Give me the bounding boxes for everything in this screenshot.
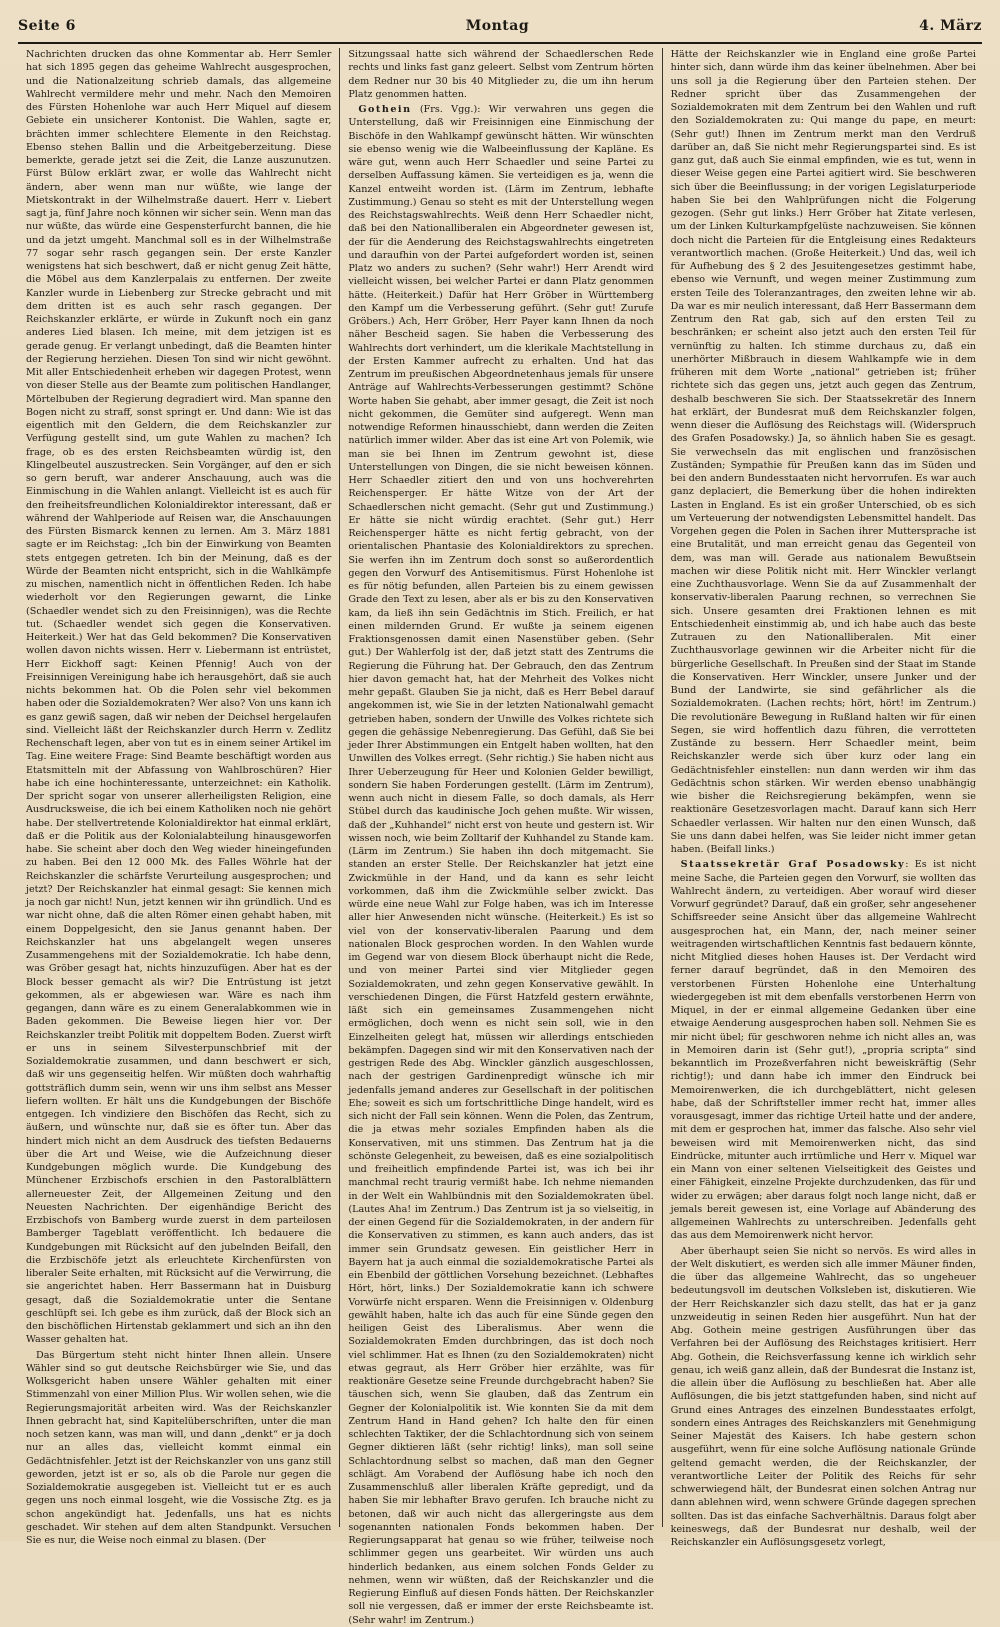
paragraph: Nachrichten drucken das ohne Kommentar ab. Herr Semler hat sich 1895 gegen das geheime Wahlrecht ausgesprochen, und die Nationalzeitung schrieb damals, das allgemeine Wahlrecht vermildere mehr und mehr. Nach den Memoiren des Fürsten Hohenlohe war auch Herr Miquel auf diesem Gebiete ein unsicherer Kontonist. Die Wahlen, sagte er, brächten immer schlechtere Elemente in den Reichstag. Ebenso stehen Ballin und die Arbeitgeberzeitung. Diese bemerkte, gerade jetzt sei die Zeit, die Lanze auszunutzen. Fürst Bülow erklärt zwar, er wolle das Wahlrecht nicht ändern, aber wenn man nur wüßte, wie lange der Mietskontrakt in der Wilhelmstraße dauert. Herr v. Liebert sagt ja, fünf Jahre noch können wir sicher sein. Wenn man das nur wüßte, das würde eine Gespensterfurcht bannen, die hie und da jetzt umgeht. Manchmal soll es in der Wilhelmstraße 77 sogar sehr rasch gegangen sein. Der erste Kanzler wenigstens hat sich beschwert, daß er nicht genug Zeit hätte, die Möbel aus dem Kanzlerpalais zu entfernen. Der zweite Kanzler wurde in Liebenberg zur Strecke gebracht und mit dem dritten ist es auch sehr rasch gegangen. Der Reichskanzler erklärte, er würde in Zukunft noch ein ganz anderes Lied blasen. Ich meine, mit dem jetzigen ist es gerade genug. Er verlangt unbedingt, daß die Beamten hinter der Regierung herziehen. Diesen Ton sind wir nicht gewöhnt. Mit aller Entschiedenheit erheben wir dagegen Protest, wenn von dieser Stelle aus der Beamte zum politischen Handlanger, Mörtelbuben der Regierung degradiert wird. Man spanne den Bogen nicht zu straff, sonst springt er. Und dann: Wie ist das eigentlich mit den Geldern, die dem Reichskanzler zur Verfügung gestellt sind, um gute Wahlen zu machen? Ich frage, ob es des ersten Reichsbeamten würdig ist, den Klingelbeutel auszustrecken. Sein Vorgänger, auf den er sich so gern beruft, war anderer Anschauung, auch was die Einmischung in die Wahlen anlangt. Vielleicht ist es auch für den freiheitsfreundlichen Kolonialdirektor interessant, daß er während der Wahlperiode auf Reisen war, die Anschauungen des Fürsten Bismarck kennen zu lernen. Am 3. März 1881 sagte er im Reichstag: „Ich bin der Einwirkung von Beamten stets entgegen getreten. Ich bin der Meinung, daß es der Würde der Beamten nicht entspricht, sich in die Wahlkämpfe zu mischen, namentlich nicht in öffentlichen Reden. Ich habe wiederholt vor den Regierungen gewarnt, die Linke (Schaedler wendet sich zu den Freisinnigen), was die Rechte tut. (Schaedler wendet sich gegen die Konservativen. Heiterkeit.) Wer hat das Geld bekommen? Die Konservativen wollen davon nichts wissen. Herr v. Liebermann ist entrüstet, Herr Eickhoff sagt: Keinen Pfennig! Auch von der Freisinnigen Vereinigung habe ich herausgehört, daß sie auch nichts bekommen hat. Ob die Polen sehr viel bekommen haben oder die Sozialdemokraten? Wer also? Von uns kann ich es ganz gewiß sagen, daß wir neben der Deichsel hergelaufen sind. Vielleicht läßt der Reichskanzler durch Herrn v. Zedlitz Rechenschaft legen, aber von tut es in einem seiner Artikel im Tag. Eine weitere Frage: Sind Beamte beschäftigt worden aus Etatsmitteln mit der Abfassung von Wahlbroschüren? Hier habe ich eine hochinteressante, unterzeichnet: ein Katholik. Der spricht sogar von unserer allerheiligsten Religion, eine Ausdrucksweise, die ich bei einem Katholiken noch nie gehört habe. Der stellvertretende Kolonialdirektor hat einmal erklärt, daß er die Politik aus der Kolonialabteilung hinausgeworfen habe. Sie scheint aber doch den Weg wieder hineingefunden zu haben. Bei den 12 000 Mk. des Falles Wöhrle hat der Reichskanzler die schärfste Verurteilung ausgesprochen; und jetzt? Der Reichskanzler hat einmal gesagt: Sie kennen mich ja noch gar nicht! Nun, jetzt kennen wir ihn gründlich. Und es war nicht ohne, daß die alten Römer einen gehabt haben, mit einem Doppelgesicht, den sie Janus genannt haben. Der Reichskanzler hat uns abgelangelt wegen unseres Zusammengehens mit der Sozialdemokratie. Ich habe denn, was Gröber gesagt hat, nichts hinzuzufügen. Aber hat es der Block besser gemacht als wir? Die Entrüstung ist jetzt gekommen, als er abgewiesen war. Wäre es nach ihm gegangen, dann wäre es zu einem Generalabkommen wie in Baden gekommen. Die Beweise liegen hier vor. Der Reichskanzler treibt Politik mit doppeltem Boden. Zuerst wirft er uns in seinem Silvesterpunschbrief mit der Sozialdemokratie zusammen, und dann beschwert er sich, daß wir uns gegenseitig helfen. Wir müßten doch wahrhaftig gottsträflich dumm sein, wenn wir uns ihm selbst ans Messer liefern wollten. Er hält uns die Kundgebungen der Bischöfe entgegen. Ich vindiziere den Bischöfen das Recht, sich zu äußern, und wünschte nur, daß sie es öfter tun. Aber das hindert mich nicht an dem Ausdruck des tiefsten Bedauerns über die Art und Weise, wie die Aufzeichnung dieser Kundgebungen möglich wurde. Die Kundgebung des Münchener Erzbischofs erschien in den Pastoralblättern allerneuester Zeit, der Allgemeinen Zeitung und den Neuesten Nachrichten. Der eigenhändige Bericht des Erzbischofs von Bamberg wurde zuerst in dem parteilosen Bamberger Tageblatt veröffentlicht. Ich bedauere die Kundgebungen mit Rücksicht auf den jubelnden Beifall, den die Erzbischöfe jetzt als erleuchtete Kirchenfürsten von liberaler Seite erhalten, mit Rücksicht auf die Verwirrung, die sie angerichtet haben. Herr Bassermann hat in Duisburg gesagt, daß die Sozialdemokratie unter die Sentane geschlüpft sei. Ich gebe es ihm zurück, daß der Block sich an den bischöflichen Hirtenstab geklammert und sich an ihn den Wasser gehalten hat. <box>26 49 332 1346</box>
column-2 <box>339 48 661 1626</box>
page-header <box>18 10 982 44</box>
paragraph: Sitzungssaal hatte sich während der Schaedlerschen Rede rechts und links fast ganz geleert. Selbst vom Zentrum hörten dem Redner nur 30 bis 40 Mitglieder zu, die um ihn herum Platz genommen hatten. <box>348 49 654 100</box>
weekday: Montag <box>465 18 530 34</box>
speaker-name: Staatssekretär Graf Posadowsky <box>680 859 906 871</box>
issue-date: 4. März <box>919 18 982 34</box>
speaker-name: Gothein <box>358 104 412 115</box>
speech-text: (Frs. Vgg.): Wir verwahren uns gegen die Unterstellung, daß wir Freisinnigen eine Einmischung der Bischöfe in den Wahlkampf gewünscht hätten. Wir wünschten sie ebenso wenig wie die Walbeeinflussung der Kapläne. Es wäre gut, wenn auch Herr Schaedler und seine Partei zu derselben Auffassung kämen. Sie verteidigen es ja, wenn die Kanzel entweiht worden ist. (Lärm im Zentrum, lebhafte Zustimmung.) Genau so steht es mit der Unterstellung wegen des Reichstagswahlrechts. Weiß denn Herr Schaedler nicht, daß bei den Nationalliberalen ein Abgeordneter gewesen ist, der für die Aenderung des Reichstagswahlrechts eingetreten und daraufhin von der Partei aufgefordert worden ist, seinen Platz wo anders zu suchen? (Sehr wahr!) Herr Arendt wird vielleicht wissen, bei welcher Partei er dann Platz genommen hätte. (Heiterkeit.) Dafür hat Herr Gröber in Württemberg den Kampf um die Verbesserung geführt. (Sehr gut! Zurufe Gröbers.) Ach, Herr Gröber, Herr Payer kann Ihnen da noch näher Bescheid sagen. Sie haben die Verbesserung des Wahlrechts dort verhindert, um die klerikale Machtstellung in der Ersten Kammer aufrecht zu erhalten. Und hat das Zentrum im preußischen Abgeordnetenhaus jemals für unsere Anträge auf Wahlrechts-Verbesserungen gestimmt? Schöne Worte haben Sie gehabt, aber immer gesagt, die Zeit ist noch nicht gekommen, die Gemüter sind aufgeregt. Wenn man notwendige Reformen hinausschiebt, dann werden die Zeiten natürlich immer wilder. Aber das ist eine Art von Polemik, wie man sie bei Ihnen im Zentrum gewohnt ist, diese Unterstellungen von Dingen, die sie nicht beweisen können. Herr Schaedler zitiert den und von uns hochverehrten Reichensperger. Er hätte Witze von der Art der Schaedlerschen nicht gemacht. (Sehr gut und Zustimmung.) Er hätte sie nicht würdig erachtet. (Sehr gut.) Herr Reichensperger hätte es nicht fertig gebracht, von der orientalischen Phantasie des Kolonialdirektors zu sprechen. Sie werfen ihn im Zentrum doch sonst so außerordentlich gegen den Vorwurf des Antisemitismus. Fürst Hohenlohe ist es für nötig befunden, allen Parteien bis zu einem gewissen Grade den Text zu lesen, aber als er bis zu den Konservativen kam, da ließ ihn sein Gedächtnis im Stich. Freilich, er hat einen mildernden Grund. Er wußte ja seinem eigenen Fraktionsgenossen damit einen Nasenstüber geben. (Sehr gut.) Der Wahlerfolg ist der, daß jetzt statt des Zentrums die Regierung die Führung hat. Der Gebrauch, den das Zentrum hier davon gemacht hat, hat der Mehrheit des Volkes nicht mehr gepaßt. Glauben Sie ja nicht, daß es Herr Bebel darauf angekommen ist, wie Sie in der letzten Nationalwahl gemacht getrieben haben, sondern der Unwille des Volkes richtete sich gegen die gehässige Nebenregierung. Das Gefühl, daß Sie bei jeder Ihrer Abstimmungen ein Entgelt haben wollten, hat den Unwillen des Volkes erregt. (Sehr richtig.) Sie haben nicht aus Ihrer Ueberzeugung für Heer und Kolonien Gelder bewilligt, sondern Sie haben Forderungen gestellt. (Lärm im Zentrum), wenn auch nicht in diesem Falle, so doch damals, als Herr Stübel durch das kaudinische Joch gehen mußte. Wir wissen, daß der „Kuhhandel“ nicht erst von heute und gestern ist. Wir wissen noch, wie beim Zolltarif der Kuhhandel zu Stande kam. (Lärm im Zentrum.) Sie haben ihn doch mitgemacht. Sie standen an erster Stelle. Der Reichskanzler hat jetzt eine Zwickmühle in der Hand, und da kann es sehr leicht vorkommen, daß ihm die Zwickmühle selber zwickt. Das würde eine neue Wahl zur Folge haben, was ich im Interesse aller hier Anwesenden nicht wünsche. (Heiterkeit.) Es ist so viel von der konservativ-liberalen Paarung und dem nationalen Block gesprochen worden. In den Wahlen wurde im Gegend war von diesem Block überhaupt nicht die Rede, und von meiner Partei sind vier Mitglieder gegen Sozialdemokraten, und zehn gegen Konservative gewählt. In verschiedenen Dingen, die Fürst Hatzfeld gestern erwähnte, läßt sich ein gemeinsames Zusammengehen nicht ermöglichen, doch wenn es nicht sein soll, wie in den Einzelheiten gelegt hat, müssen wir allerdings entschieden bekämpfen. Dagegen sind wir mit den Konservativen nach der gestrigen Rede des Abg. Winckler gänzlich ausgeschlossen, nach der gestrigen Gardinenpredigt wünsche ich mir jedenfalls jemand anderes zur Gesellschaft in der politischen Ehe; soweit es sich um fortschrittliche Dinge handelt, wird es sich nicht der Fall sein können. Wenn die Polen, das Zentrum, die ja etwas mehr soziales Empfinden haben als die Konservativen, mit uns stimmen. Das Zentrum hat ja die schönste Gelegenheit, zu beweisen, daß es eine sozialpolitisch und freiheitlich empfindende Partei ist, was ich bei ihr manchmal recht traurig vermißt habe. Ich nehme niemanden in der Welt ein Wahlbündnis mit den Sozialdemokraten übel. (Lautes Aha! im Zentrum.) Das Zentrum ist ja so vielseitig, in der einen Gegend für die Sozialdemokraten, in der andern für die Konservativen zu stimmen, es kann auch anders, das ist immer sein Grundsatz gewesen. Ein geistlicher Herr in Bayern hat ja auch einmal die sozialdemokratische Partei als ein Ebenbild der göttlichen Vorsehung bezeichnet. (Lebhaftes Hört, hört, links.) Der Sozialdemokratie kann ich schwere Vorwürfe nicht ersparen. Wenn die Freisinnigen v. Oldenburg gewählt haben, halte ich das auch für eine Sünde gegen den heiligen Geist des Liberalismus. Aber wenn die Sozialdemokraten Emden durchbringen, das ist doch noch viel schlimmer. Hat es Ihnen (zu den Sozialdemokraten) nicht etwas gegraut, als Herr Gröber hier erzählte, was für reaktionäre Gesetze seine Freunde durchgebracht haben? Sie täuschen sich, wenn Sie glauben, daß das Zentrum ein Gegner der Kolonialpolitik ist. Wie konnten Sie da mit dem Zentrum Hand in Hand gehen? Ich halte den für einen schlechten Taktiker, der die Schlachtordnung sich von seinem Gegner diktieren läßt (sehr richtig! links), man soll seine Schlachtordnung selbst so machen, daß man den Gegner schlägt. Am Vorabend der Auflösung habe ich noch den Zusammenschluß aller liberalen Kräfte gepredigt, und da haben Sie mir lebhafter Bravo gerufen. Ich brauche nicht zu betonen, daß wir auch nicht das allergeringste aus dem sogenannten nationalen Fonds bekommen haben. Der Regierungsapparat hat genau so wie früher, teilweise noch schlimmer gegen uns gearbeitet. Wir würden uns auch hinderlich bedanken, aus einem solchen Fonds Gelder zu nehmen, wenn wir wüßten, daß der Reichskanzler und die Regierung Einfluß auf diesen Fonds hätten. Der Reichskanzler soll nie vergessen, daß er immer der erste Reichsbeamte ist. (Sehr wahr! im Zentrum.) <box>348 104 654 1626</box>
column-1 <box>18 48 339 1546</box>
paragraph <box>671 858 976 1242</box>
page-number: Seite 6 <box>18 18 76 34</box>
paragraph: Aber überhaupt seien Sie nicht so nervös. Es wird alles in der Welt diskutiert, es werden sich alle immer Mäuner finden, die über das allgemeine Wahlrecht, das so ungeheuer bedeutungsvoll im deutschen Volksleben ist, diskutieren. Wie der Herr Reichskanzler sich dazu stellt, das hat er ja ganz unzweideutig in seinen Reden hier ausgeführt. Nun hat der Abg. Gothein meine gestrigen Ausführungen über das Verfahren bei der Auflösung des Reichstages kritisiert. Herr Abg. Gothein, die Reichsverfassung kenne ich wirklich sehr genau, ich weiß ganz allein, daß der Bundesrat die Instanz ist, die allein über die Auflösung zu beschließen hat. Aber alle Auflösungen, die bis jetzt stattgefunden haben, sind nicht auf Grund eines Antrages des einzelnen Bundesstaates erfolgt, sondern eines Antrages des Reichskanzlers mit Genehmigung Seiner Majestät des Kaisers. Ich habe gestern schon ausgeführt, wenn für eine solche Auflösung nationale Gründe geltend gemacht werden, die der Reichskanzler, der verantwortliche Leiter der Politik des Reichs für sehr schwerwiegend hält, der Bundesrat einen solchen Antrag nur dann ablehnen wird, wenn schwere Gründe dagegen sprechen sollten. Das ist das einfache Sachverhältnis. Daraus folgt aber keineswegs, daß der Bundesrat nur deshalb, weil der Reichskanzler ein Auflösungsgesetz vorlegt, <box>670 1245 976 1548</box>
column-3 <box>662 48 984 1548</box>
paragraph: Hätte der Reichskanzler wie in England eine große Partei hinter sich, dann würde ihm das keiner übelnehmen. Aber bei uns soll ja die Regierung über den Parteien stehen. Der Redner spricht über das Zusammengehen der Sozialdemokraten mit dem Zentrum bei den Wahlen und ruft den Sozialdemokraten zu: Qui mange du pape, en meurt: (Sehr gut!) Ihnen im Zentrum merkt man den Verdruß darüber an, daß Sie nicht mehr Regierungspartei sind. Es ist ganz gut, daß auch Sie einmal empfinden, wie es tut, wenn in dieser Weise gegen eine Partei agitiert wird. Sie beschweren sich über die Beeinflussung; in der vorigen Legislaturperiode haben Sie bei den Wahlprüfungen nicht die Folgerung gezogen. (Sehr gut links.) Herr Gröber hat Zitate verlesen, um der Linken Kulturkampfgelüste nachzuweisen. Sie können doch nicht die Parteien für die Entgleisung eines Redakteurs verantwortlich machen. (Große Heiterkeit.) Und das, weil ich für Aufhebung des § 2 des Jesuitengesetzes gestimmt habe, ebenso wie Vernunft, und wegen meiner Zustimmung zum ersten Teile des Toleranzantrages, den zweiten lehne wir ab. Da war es mir neulich interessant, daß Herr Bassermann dem Zentrum den Rat gab, sich auf den ersten Teil zu beschränken; er scheint also jetzt auch den ersten Teil für vernünftig zu halten. Ich stimme durchaus zu, daß ein unerhörter Mißbrauch in diesem Wahlkampfe wie in dem früheren mit dem Worte „national“ getrieben ist; früher richtete sich das gegen uns, jetzt auch gegen das Zentrum, deshalb beschweren Sie sich. Der Staatssekretär des Innern hat erklärt, der Bundesrat muß dem Reichskanzler folgen, wenn dieser die Auflösung des Reichstags will. (Widerspruch des Grafen Posadowsky.) Ja, so ähnlich haben Sie es gesagt. Sie verwechseln das mit englischen und französischen Zuständen; Sympathie für Preußen kann das im Süden und bei den andern Bundesstaaten nicht hervorrufen. Es war auch ganz deplaciert, die Bemerkung über die hohen indirekten Lasten in England. Es ist ein großer Unterschied, ob es sich um Verteuerung der notwendigsten Lebensmittel handelt. Das Vorgehen gegen die Polen in Sachen ihrer Muttersprache ist eine Brutalität, und man erreicht genau das Gegenteil von dem, was man will. Gerade aus nationalem Bewußtsein machen wir diese Politik nicht mit. Herr Winckler verlangt eine Zuchthausvorlage. Wenn Sie da auf Zusammenhalt der konservativ-liberalen Paarung rechnen, so verrechnen Sie sich. Unsere gesamten drei Fraktionen lehnen es mit Entschiedenheit einstimmig ab, und ich habe auch das beste Zutrauen zu den Nationalliberalen. Mit einer Zuchthausvorlage gewinnen wir die Arbeiter nicht für die bürgerliche Gesellschaft. In Preußen sind der Staat im Stande die Konservativen. Herr Winckler, unsere Junker und der Bund der Landwirte, sie sind gefährlicher als die Sozialdemokraten. (Lachen rechts; hört, hört! im Zentrum.) Die revolutionäre Bewegung in Rußland halten wir für einen Segen, sie wird hoffentlich dazu führen, die verrotteten Zustände zu bessern. Herr Schaedler meint, beim Reichskanzler werde sich über kurz oder lang ein Gedächtnisfehler einstellen: nun dann werden wir ihm das Gedächtnis schon stärken. Wir werden ebenso unabhängig wie bisher die Reichsregierung bekämpfen, wenn sie reaktionäre Gesetzesvorlagen macht. Darauf kann sich Herr Schaedler verlassen. Wir halten nur den einen Wunsch, daß Sie uns dann dabei helfen, was Sie leider nicht immer getan haben. (Beifall links.) <box>670 49 976 855</box>
text-columns <box>18 48 984 1626</box>
paragraph <box>348 103 653 1627</box>
paragraph: Das Bürgertum steht nicht hinter Ihnen allein. Unsere Wähler sind so gut deutsche Reichsbürger wie Sie, und das Wolksgericht haben unsere Wähler gehalten mit einer Stimmenzahl von einer Million Plus. Wir wollen sehen, wie die Regierungsmajorität arbeiten wird. Was der Reichskanzler Ihnen gebracht hat, sind Kapitelüberschriften, unter die man noch setzen kann, was man will, und dann „denkt“ er ja doch nur an alles das, vielleicht kommt einmal ein Gedächtnisfehler. Jetzt ist der Reichskanzler von uns ganz still geworden, jetzt ist er so, als ob die Parole nur gegen die Sozialdemokratie ausgegeben ist. Vielleicht tut er es auch gegen uns noch einmal losgeht, wie die Vossische Ztg. es ja schon angekündigt hat. Jedenfalls, uns hat es nichts geschadet. Wir stehen auf dem alten Standpunkt. Versuchen Sie es nur, die Weise noch einmal zu blasen. (Der <box>26 1349 332 1546</box>
speech-text: : Es ist nicht meine Sache, die Parteien gegen den Vorwurf, sie wollten das Wahlrecht ändern, zu verteidigen. Aber worauf wird dieser Vorwurf gegründet? Darauf, daß ein großer, sehr angesehener Schiffsreeder seine Ansicht über das allgemeine Wahlrecht ausgesprochen hat, ein Mann, der, nach meiner seiner weitragenden wirtschaftlichen Kenntnis fast bedauern könnte, nicht Mitglied dieses hohen Hauses ist. Der Verdacht wird ferner darauf begründet, daß in den Memoiren des verstorbenen Fürsten Hohenlohe eine Unterhaltung wiedergegeben ist mit dem ebenfalls verstorbenen Herrn von Miquel, in der er einmal allgemeine Gedanken über eine etwaige Aenderung ausgesprochen haben soll. Nehmen Sie es mir nicht übel; für geschworen nehme ich nicht alles an, was in Memoiren darin ist (Sehr gut!), „propria scripta“ sind bekanntlich im Prozeßverfahren nicht beweiskräftig (Sehr richtig!); und dann habe ich immer den Eindruck bei Memoirenwerken, die ich durchgeblättert, nicht gelesen habe, daß der Schriftsteller immer recht hat, immer alles vorausgesagt, immer das richtige Urteil hatte und der andere, mit dem er gesprochen hat, immer das falsche. Also sehr viel beweisen wird mit Memoirenwerken nicht, das sind Eindrücke, mitunter auch irrtümliche und Herr v. Miquel war ein Mann von einer seltenen Vielseitigkeit des Geistes und einer Fähigkeit, einzelne Projekte durchzudenken, das für und wider zu erwägen; aber daraus folgt noch lange nicht, daß er jemals bereit gewesen ist, eine Vorlage auf Abänderung des allgemeinen Wahlrechts zu unterschreiben. Jedenfalls geht das aus dem Memoirenwerk nicht hervor. <box>670 859 976 1242</box>
